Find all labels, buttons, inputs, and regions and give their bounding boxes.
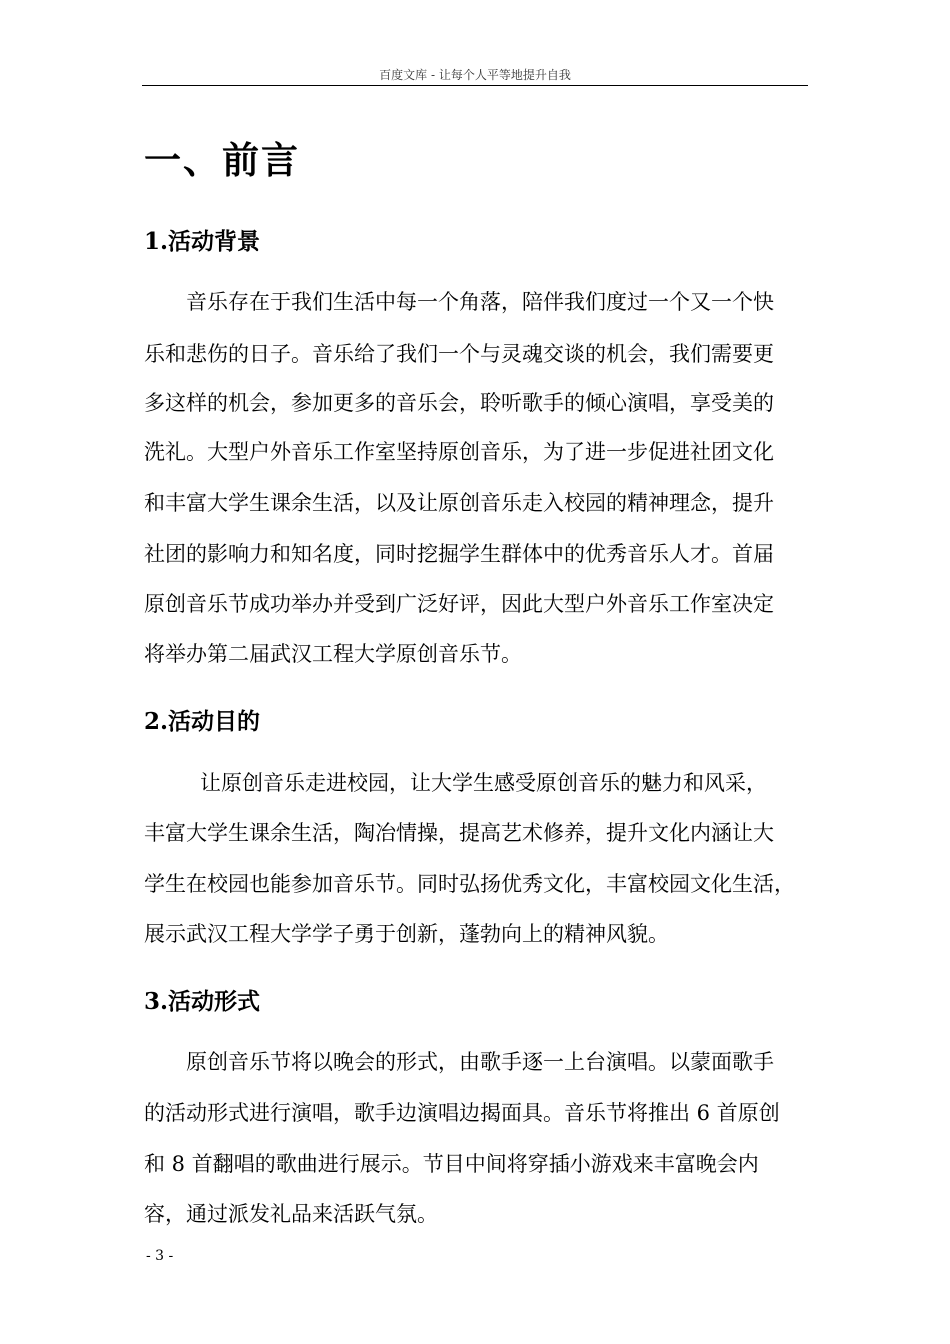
paragraph-line: 展示武汉工程大学学子勇于创新，蓬勃向上的精神风貌。 (144, 922, 669, 946)
paragraph-line: 的活动形式进行演唱，歌手边演唱边揭面具。音乐节将推出 6 首原创 (144, 1101, 780, 1125)
paragraph-line: 将举办第二届武汉工程大学原创音乐节。 (144, 642, 522, 666)
section-heading: 1.活动背景 (144, 228, 261, 255)
paragraph-line: 和 8 首翻唱的歌曲进行展示。节目中间将穿插小游戏来丰富晚会内 (144, 1152, 759, 1176)
paragraph-line: 和丰富大学生课余生活，以及让原创音乐走入校园的精神理念，提升 (144, 491, 774, 515)
section-heading: 2.活动目的 (144, 708, 261, 735)
paragraph-line: 洗礼。大型户外音乐工作室坚持原创音乐，为了进一步促进社团文化 (144, 440, 774, 464)
paragraph-line: 音乐存在于我们生活中每一个角落，陪伴我们度过一个又一个快 (186, 290, 774, 314)
paragraph-line: 多这样的机会，参加更多的音乐会，聆听歌手的倾心演唱，享受美的 (144, 391, 774, 415)
header-divider (142, 85, 808, 86)
page-number: - 3 - (146, 1248, 174, 1264)
paragraph-line: 社团的影响力和知名度，同时挖掘学生群体中的优秀音乐人才。首届 (144, 542, 774, 566)
paragraph-line: 丰富大学生课余生活，陶冶情操，提高艺术修养，提升文化内涵让大 (144, 821, 774, 845)
paragraph-line: 乐和悲伤的日子。音乐给了我们一个与灵魂交谈的机会，我们需要更 (144, 342, 774, 366)
paragraph-line: 学生在校园也能参加音乐节。同时弘扬优秀文化，丰富校园文化生活， (144, 872, 795, 896)
section-heading: 3.活动形式 (144, 988, 261, 1015)
paragraph-line: 让原创音乐走进校园，让大学生感受原创音乐的魅力和风采， (200, 771, 767, 795)
paragraph-line: 容，通过派发礼品来活跃气氛。 (144, 1202, 438, 1226)
paragraph-line: 原创音乐节成功举办并受到广泛好评，因此大型户外音乐工作室决定 (144, 592, 774, 616)
paragraph-line: 原创音乐节将以晚会的形式，由歌手逐一上台演唱。以蒙面歌手 (186, 1050, 774, 1074)
chapter-title: 一、前言 (144, 138, 300, 182)
page-header: 百度文库 - 让每个人平等地提升自我 (379, 68, 571, 82)
